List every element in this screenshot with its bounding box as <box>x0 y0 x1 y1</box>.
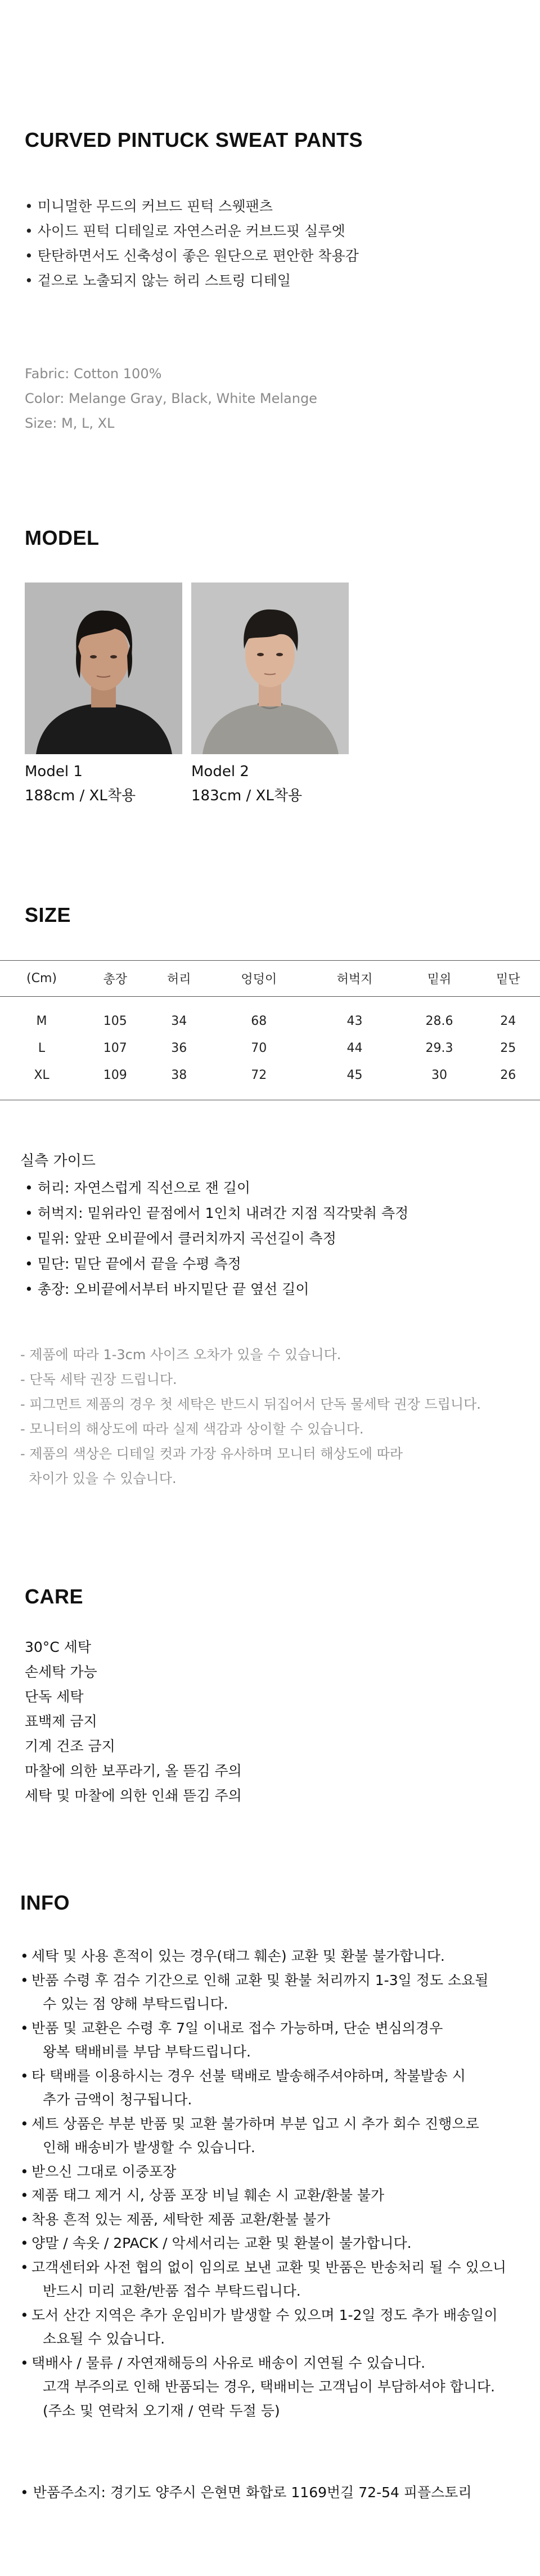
info-item <box>20 2160 526 2184</box>
table-cell: 105 <box>103 1014 127 1029</box>
product-title: CURVED PINTUCK SWEAT PANTS <box>25 128 363 151</box>
info-item <box>20 2184 526 2208</box>
model-name: Model 1 <box>25 763 83 780</box>
info-line: 도서 산간 지역은 추가 운임비가 발생할 수 있으며 1-2일 정도 추가 배송일이 <box>32 2306 498 2323</box>
table-cell: 34 <box>171 1014 187 1029</box>
model-photo[interactable] <box>25 583 182 754</box>
info-item <box>20 1945 526 1969</box>
bullet-mark: • <box>20 2115 29 2132</box>
care-item: 30°C 세탁 <box>25 1639 92 1655</box>
table-cell: 43 <box>346 1014 363 1029</box>
table-cell: 24 <box>500 1014 516 1029</box>
info-item <box>20 1969 526 2017</box>
care-item: 단독 세탁 <box>25 1688 84 1705</box>
info-line: 제품 태그 제거 시, 상품 포장 비닐 훼손 시 교환/환불 불가 <box>32 2187 385 2203</box>
color-text: Color: Melange Gray, Black, White Melange <box>25 391 317 406</box>
model-size: 188cm / XL착용 <box>25 787 136 804</box>
table-cell: 38 <box>147 1062 212 1100</box>
info-line: 착용 흔적 있는 제품, 세탁한 제품 교환/환불 불가 <box>32 2211 330 2228</box>
guide-item: • 허벅지: 밑위라인 끝점에서 1인치 내려간 지점 직각맞춰 측정 <box>20 1200 408 1226</box>
measure-guide <box>20 1148 408 1302</box>
note-item: - 모니터의 해상도에 따라 실제 색감과 상이할 수 있습니다. <box>20 1421 364 1437</box>
model-card <box>25 583 182 807</box>
feature-item: • 사이드 핀턱 디테일로 자연스러운 커브드핏 실루엣 <box>25 219 359 244</box>
info-line: 수 있는 점 양해 부탁드립니다. <box>43 1996 228 2012</box>
info-line: 양말 / 속옷 / 2PACK / 악세서리는 교환 및 환불이 불가합니다. <box>32 2235 412 2251</box>
info-line: 반품 및 교환은 수령 후 7일 이내로 접수 가능하며, 단순 변심의경우 <box>32 2019 443 2036</box>
bullet-mark: • <box>20 2306 29 2323</box>
size-label-cell: M <box>36 1014 47 1029</box>
table-cell: 28.6 <box>425 1014 453 1029</box>
info-line: 세트 상품은 부분 반품 및 교환 불가하며 부분 입고 시 추가 회수 진행으로 <box>32 2115 479 2132</box>
info-line: 고객센터와 사전 협의 없이 임의로 보낸 교환 및 반품은 반송처리 될 수 있으니 <box>32 2259 507 2275</box>
care-item: 마찰에 의한 보푸라기, 올 뜯김 주의 <box>25 1763 242 1779</box>
feature-item: • 겉으로 노출되지 않는 허리 스트링 디테일 <box>25 268 359 293</box>
care-section-title: CARE <box>25 1585 84 1608</box>
column-header: (Cm) <box>0 961 83 997</box>
model-size: 183cm / XL착용 <box>191 787 303 804</box>
table-row <box>0 997 540 1035</box>
bullet-mark: • <box>20 2187 29 2203</box>
feature-list <box>25 194 359 293</box>
guide-item: • 허리: 자연스럽게 직선으로 잰 길이 <box>20 1175 408 1200</box>
column-header: 엉덩이 <box>211 961 307 997</box>
note-item: - 제품의 색상은 디테일 컷과 가장 유사하며 모니터 해상도에 따라 <box>20 1446 403 1462</box>
table-cell: 107 <box>103 1041 127 1055</box>
info-section-title: INFO <box>20 1891 70 1914</box>
note-item: - 단독 세탁 권장 드립니다. <box>20 1372 177 1387</box>
bullet-mark: • <box>20 1948 29 1964</box>
table-cell: 70 <box>251 1041 267 1055</box>
column-header: 밑위 <box>403 961 476 997</box>
care-list <box>25 1635 242 1808</box>
info-line: (주소 및 연락처 오기재 / 연락 두절 등) <box>43 2402 280 2419</box>
bullet-mark: • <box>20 2211 29 2228</box>
info-line: 고객 부주의로 인해 반품되는 경우, 택배비는 고객님이 부담하셔야 합니다. <box>43 2378 495 2395</box>
size-options-text: Size: M, L, XL <box>25 415 115 431</box>
model-card <box>191 583 349 807</box>
care-item: 기계 건조 금지 <box>25 1738 115 1754</box>
bullet-mark: • <box>20 1972 29 1988</box>
table-cell: 72 <box>211 1062 307 1100</box>
info-line: 받으신 그대로 이중포장 <box>32 2163 177 2180</box>
note-item: - 피그먼트 제품의 경우 첫 세탁은 반드시 뒤집어서 단독 물세탁 권장 드립니다. <box>20 1396 481 1412</box>
bullet-mark: • <box>20 2235 29 2251</box>
size-notes <box>20 1342 481 1491</box>
bullet-mark: • <box>20 2259 29 2275</box>
size-table <box>0 960 540 1100</box>
product-specs <box>25 361 317 436</box>
info-list <box>20 1945 526 2423</box>
column-header: 허리 <box>147 961 212 997</box>
info-item <box>20 2208 526 2232</box>
info-line: 반드시 미리 교환/반품 접수 부탁드립니다. <box>43 2283 301 2299</box>
model-section-title: MODEL <box>25 526 100 549</box>
column-header: 허벅지 <box>307 961 402 997</box>
table-row <box>0 1035 540 1062</box>
table-cell: 68 <box>251 1014 267 1029</box>
info-line: 세탁 및 사용 흔적이 있는 경우(태그 훼손) 교환 및 환불 불가합니다. <box>32 1948 445 1964</box>
info-item <box>20 2064 526 2112</box>
guide-item: • 밑단: 밑단 끝에서 끝을 수평 측정 <box>20 1251 408 1276</box>
info-item <box>20 2304 526 2351</box>
table-row <box>0 1062 540 1100</box>
care-item: 표백제 금지 <box>25 1713 97 1730</box>
note-item: - 제품에 따라 1-3cm 사이즈 오차가 있을 수 있습니다. <box>20 1347 341 1363</box>
table-cell: 29.3 <box>425 1041 453 1055</box>
bullet-mark: • <box>20 2163 29 2180</box>
info-item <box>20 2232 526 2256</box>
column-header: 밑단 <box>476 961 540 997</box>
table-cell: 36 <box>171 1041 187 1055</box>
size-label-cell: L <box>38 1041 46 1055</box>
info-item <box>20 2112 526 2160</box>
model-1-image <box>25 583 182 754</box>
note-item: 차이가 있을 수 있습니다. <box>20 1471 177 1486</box>
info-item <box>20 2017 526 2064</box>
bullet-mark: • <box>20 2019 29 2036</box>
info-line: 인해 배송비가 발생할 수 있습니다. <box>43 2139 255 2156</box>
model-photo[interactable] <box>191 583 349 754</box>
table-cell: 25 <box>500 1041 516 1055</box>
feature-item: • 탄탄하면서도 신축성이 좋은 원단으로 편안한 착용감 <box>25 244 359 268</box>
table-cell: 109 <box>83 1062 147 1100</box>
info-line: 소요될 수 있습니다. <box>43 2331 165 2347</box>
table-header-row <box>0 961 540 997</box>
care-item: 세탁 및 마찰에 의한 인쇄 뜯김 주의 <box>25 1787 242 1804</box>
size-label-cell: XL <box>0 1062 83 1100</box>
column-header: 총장 <box>83 961 147 997</box>
table-cell: 44 <box>346 1041 363 1055</box>
model-2-image <box>191 583 349 754</box>
bullet-mark: • <box>20 2067 29 2084</box>
table-cell: 26 <box>476 1062 540 1100</box>
care-item: 손세탁 가능 <box>25 1664 97 1680</box>
info-item <box>20 2351 526 2423</box>
info-line: 타 택배를 이용하시는 경우 선불 택배로 발송해주셔야하며, 착불발송 시 <box>32 2067 466 2084</box>
info-line: 추가 금액이 청구됩니다. <box>43 2091 192 2108</box>
info-line: 반품 수령 후 검수 기간으로 인해 교환 및 환불 처리까지 1-3일 정도 소요될 <box>32 1972 489 1988</box>
table-cell: 30 <box>403 1062 476 1100</box>
size-section-title: SIZE <box>25 903 71 926</box>
measure-guide-title: 실측 가이드 <box>20 1153 96 1170</box>
guide-item: • 총장: 오비끝에서부터 바지밑단 끝 옆선 길이 <box>20 1276 408 1302</box>
info-item <box>20 2256 526 2304</box>
return-address: • 반품주소지: 경기도 양주시 은현면 화합로 1169번길 72-54 피플스토리 <box>20 2484 472 2501</box>
fabric-text: Fabric: Cotton 100% <box>25 366 162 382</box>
info-line: 택배사 / 물류 / 자연재해등의 사유로 배송이 지연될 수 있습니다. <box>32 2354 426 2371</box>
guide-item: • 밑위: 앞판 오비끝에서 클러치까지 곡선길이 측정 <box>20 1226 408 1251</box>
bullet-mark: • <box>20 2354 29 2371</box>
feature-item: • 미니멀한 무드의 커브드 핀턱 스웻팬츠 <box>25 194 359 219</box>
info-line: 왕복 택배비를 부담 부탁드립니다. <box>43 2044 251 2060</box>
model-name: Model 2 <box>191 763 249 780</box>
table-cell: 45 <box>307 1062 402 1100</box>
